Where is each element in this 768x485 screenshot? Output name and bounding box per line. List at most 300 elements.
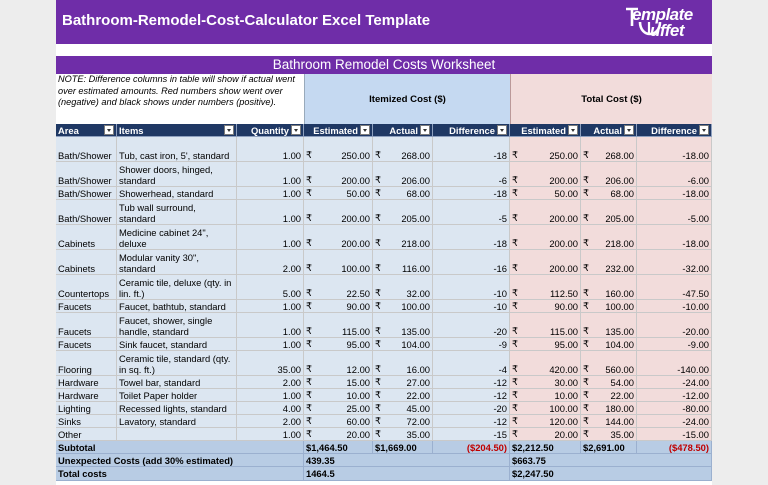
cell-total-difference[interactable]: [637, 415, 712, 428]
cell-total-difference-value: -6.00: [687, 175, 709, 186]
cell-total-difference-value: -18.00: [682, 238, 709, 249]
cell-actual[interactable]: [373, 376, 433, 389]
cell-total-actual[interactable]: [581, 313, 637, 338]
cell-area-text: Cabinets: [58, 263, 96, 274]
cell-actual[interactable]: [373, 428, 433, 441]
cell-actual-value: 205.00: [401, 213, 430, 224]
currency-symbol: ₹: [512, 415, 518, 426]
cell-quantity[interactable]: [237, 162, 304, 187]
total-costs-itemized[interactable]: 1464.5: [304, 467, 510, 481]
cell-total-difference[interactable]: [637, 162, 712, 187]
cell-quantity[interactable]: [237, 187, 304, 200]
cell-total-difference-value: -32.00: [682, 263, 709, 274]
cell-quantity-value: 1.00: [282, 238, 301, 249]
cell-difference-value: -12: [493, 416, 507, 427]
cell-item[interactable]: [117, 250, 237, 275]
cell-quantity[interactable]: [237, 338, 304, 351]
currency-symbol: ₹: [512, 402, 518, 413]
currency-symbol: ₹: [512, 363, 518, 374]
cell-total-actual[interactable]: [581, 389, 637, 402]
cell-total-estimated[interactable]: [510, 351, 581, 376]
cell-total-estimated[interactable]: [510, 300, 581, 313]
cell-total-difference[interactable]: [637, 275, 712, 300]
cell-difference-value: -18: [493, 150, 507, 161]
cell-difference-value: -5: [498, 213, 507, 224]
cell-total-difference-value: -24.00: [682, 377, 709, 388]
cell-total-actual-value: 206.00: [605, 175, 634, 186]
cell-estimated-value: 60.00: [346, 416, 370, 427]
table-row: [56, 389, 712, 402]
cell-estimated[interactable]: [304, 162, 373, 187]
cell-total-actual-value: 268.00: [605, 150, 634, 161]
subtotal-total-difference[interactable]: ($478.50): [637, 441, 712, 454]
group-total-label: Total Cost ($): [581, 93, 642, 105]
cell-actual[interactable]: [373, 300, 433, 313]
cell-actual[interactable]: [373, 402, 433, 415]
table-row: [56, 137, 712, 162]
note-text: NOTE: Difference columns in table will show if actual went over estimated amounts. Red numbers show went over (negative) and black shows under numbers (positive).: [58, 74, 295, 107]
currency-symbol: ₹: [512, 300, 518, 311]
cell-estimated[interactable]: [304, 250, 373, 275]
cell-difference-value: -18: [493, 188, 507, 199]
currency-symbol: ₹: [375, 376, 381, 387]
currency-symbol: ₹: [583, 363, 589, 374]
cell-area[interactable]: [56, 137, 117, 162]
cell-actual-value: 116.00: [402, 263, 430, 274]
cell-difference-value: -12: [493, 390, 507, 401]
cell-quantity[interactable]: [237, 313, 304, 338]
cell-quantity-value: 2.00: [282, 377, 301, 388]
cell-total-estimated[interactable]: [510, 402, 581, 415]
currency-symbol: ₹: [306, 402, 312, 413]
cell-total-actual[interactable]: [581, 137, 637, 162]
cell-total-estimated-value: 50.00: [554, 188, 578, 199]
cell-estimated-value: 15.00: [346, 377, 370, 388]
currency-symbol: ₹: [375, 415, 381, 426]
cell-total-estimated-value: 20.00: [554, 429, 578, 440]
cell-difference[interactable]: [433, 428, 510, 441]
cell-quantity-value: 1.00: [282, 175, 301, 186]
cell-actual[interactable]: [373, 137, 433, 162]
cell-area-text: Lighting: [58, 403, 91, 414]
currency-symbol: ₹: [512, 149, 518, 160]
cell-area[interactable]: [56, 313, 117, 338]
currency-symbol: ₹: [306, 237, 312, 248]
cell-area-text: Faucets: [58, 326, 92, 337]
currency-symbol: ₹: [306, 428, 312, 439]
cell-estimated-value: 90.00: [346, 301, 370, 312]
subtotal-total-actual[interactable]: $2,691.00: [581, 441, 637, 454]
cell-actual-value: 218.00: [401, 238, 430, 249]
cell-area[interactable]: [56, 187, 117, 200]
cell-total-estimated-value: 120.00: [549, 416, 578, 427]
total-costs-total[interactable]: $2,247.50: [510, 467, 712, 481]
cell-item[interactable]: [117, 275, 237, 300]
cell-estimated[interactable]: [304, 351, 373, 376]
cell-difference[interactable]: [433, 275, 510, 300]
cell-estimated[interactable]: [304, 225, 373, 250]
cell-area-text: Cabinets: [58, 238, 96, 249]
cell-total-actual-value: 218.00: [605, 238, 634, 249]
cell-difference[interactable]: [433, 338, 510, 351]
cell-area-text: Faucets: [58, 339, 92, 350]
filter-dropdown-icon[interactable]: [291, 125, 301, 135]
cell-actual[interactable]: [373, 275, 433, 300]
table-row: [56, 351, 712, 376]
currency-symbol: ₹: [512, 389, 518, 400]
cell-item[interactable]: [117, 225, 237, 250]
cell-item[interactable]: [117, 200, 237, 225]
column-header-difference: [433, 124, 510, 137]
cell-total-estimated-value: 10.00: [554, 390, 578, 401]
currency-symbol: ₹: [583, 187, 589, 198]
cell-area-text: Hardware: [58, 390, 99, 401]
cell-quantity[interactable]: [237, 275, 304, 300]
cell-quantity[interactable]: [237, 137, 304, 162]
cell-item[interactable]: [117, 300, 237, 313]
cell-actual[interactable]: [373, 389, 433, 402]
cell-difference[interactable]: [433, 389, 510, 402]
cell-difference[interactable]: [433, 402, 510, 415]
cell-actual-value: 72.00: [406, 416, 430, 427]
cell-difference-value: -18: [493, 238, 507, 249]
column-header-total-difference-label: Difference: [651, 124, 697, 136]
cell-total-difference[interactable]: [637, 376, 712, 389]
cell-quantity[interactable]: [237, 415, 304, 428]
cell-item-text: Ceramic tile, deluxe (qty. in lin. ft.): [119, 277, 232, 299]
title-bar: [56, 0, 712, 44]
worksheet-frame: [56, 0, 712, 485]
cell-actual-value: 45.00: [406, 403, 430, 414]
filter-dropdown-icon[interactable]: [497, 125, 507, 135]
cell-difference[interactable]: [433, 162, 510, 187]
cell-total-estimated[interactable]: [510, 275, 581, 300]
cell-item-text: Recessed lights, standard: [119, 403, 227, 414]
cell-total-estimated[interactable]: [510, 313, 581, 338]
cell-item[interactable]: [117, 402, 237, 415]
cell-total-estimated[interactable]: [510, 338, 581, 351]
currency-symbol: ₹: [375, 287, 381, 298]
currency-symbol: ₹: [306, 174, 312, 185]
subtotal-actual[interactable]: $1,669.00: [373, 441, 433, 454]
currency-symbol: ₹: [375, 402, 381, 413]
cell-quantity[interactable]: [237, 200, 304, 225]
cell-area[interactable]: [56, 338, 117, 351]
cost-table: [56, 124, 712, 481]
cell-total-actual-value: 205.00: [605, 213, 634, 224]
cell-area-text: Sinks: [58, 416, 81, 427]
cell-total-estimated[interactable]: [510, 225, 581, 250]
cell-estimated[interactable]: [304, 402, 373, 415]
cell-item[interactable]: [117, 313, 237, 338]
currency-symbol: ₹: [583, 376, 589, 387]
cell-estimated-value: 250.00: [341, 150, 370, 161]
cell-total-difference[interactable]: [637, 250, 712, 275]
table-row: [56, 162, 712, 187]
currency-symbol: ₹: [583, 402, 589, 413]
cell-total-difference[interactable]: [637, 137, 712, 162]
cell-area[interactable]: [56, 200, 117, 225]
cell-total-difference[interactable]: [637, 187, 712, 200]
cell-quantity-value: 5.00: [282, 288, 301, 299]
cell-total-difference-value: -9.00: [687, 339, 709, 350]
cell-area[interactable]: [56, 415, 117, 428]
cell-total-actual-value: 68.00: [610, 188, 634, 199]
filter-dropdown-icon[interactable]: [420, 125, 430, 135]
column-header-estimated-label: Estimated: [313, 124, 358, 136]
currency-symbol: ₹: [375, 187, 381, 198]
currency-symbol: ₹: [375, 325, 381, 336]
cell-area[interactable]: [56, 250, 117, 275]
cell-total-estimated-value: 200.00: [549, 238, 578, 249]
cell-total-actual-value: 100.00: [605, 301, 634, 312]
cell-quantity[interactable]: [237, 402, 304, 415]
cell-total-difference[interactable]: [637, 225, 712, 250]
group-header-total: [510, 74, 712, 124]
cell-estimated[interactable]: [304, 275, 373, 300]
cell-area-text: Other: [58, 429, 82, 440]
cell-item-text: Sink faucet, standard: [119, 339, 208, 350]
currency-symbol: ₹: [375, 237, 381, 248]
currency-symbol: ₹: [375, 149, 381, 160]
filter-dropdown-icon[interactable]: [568, 125, 578, 135]
currency-symbol: ₹: [583, 174, 589, 185]
currency-symbol: ₹: [375, 428, 381, 439]
worksheet-title: Bathroom Remodel Costs Worksheet: [56, 56, 712, 74]
cell-total-actual[interactable]: [581, 275, 637, 300]
cell-area[interactable]: [56, 300, 117, 313]
cell-quantity[interactable]: [237, 389, 304, 402]
cell-total-estimated[interactable]: [510, 389, 581, 402]
column-header-difference-label: Difference: [449, 124, 495, 136]
cell-area[interactable]: [56, 389, 117, 402]
currency-symbol: ₹: [306, 376, 312, 387]
cell-item[interactable]: [117, 338, 237, 351]
cell-estimated-value: 200.00: [341, 175, 370, 186]
cell-total-estimated[interactable]: [510, 187, 581, 200]
cell-total-actual[interactable]: [581, 225, 637, 250]
cell-difference[interactable]: [433, 351, 510, 376]
table-row: [56, 250, 712, 275]
cell-actual[interactable]: [373, 200, 433, 225]
cell-difference-value: -9: [498, 339, 507, 350]
cell-item[interactable]: [117, 137, 237, 162]
cell-actual[interactable]: [373, 225, 433, 250]
cell-actual[interactable]: [373, 250, 433, 275]
cell-actual[interactable]: [373, 415, 433, 428]
cell-item[interactable]: [117, 187, 237, 200]
brand-logo: [622, 4, 708, 40]
table-row: [56, 225, 712, 250]
cell-total-estimated[interactable]: [510, 376, 581, 389]
subtotal-difference[interactable]: ($204.50): [433, 441, 510, 454]
cell-difference[interactable]: [433, 187, 510, 200]
cell-difference-value: -20: [493, 326, 507, 337]
currency-symbol: ₹: [512, 428, 518, 439]
cell-difference[interactable]: [433, 137, 510, 162]
cell-quantity[interactable]: [237, 250, 304, 275]
currency-symbol: ₹: [583, 237, 589, 248]
cell-total-actual[interactable]: [581, 200, 637, 225]
currency-symbol: ₹: [306, 363, 312, 374]
cell-total-difference[interactable]: [637, 428, 712, 441]
cell-estimated-value: 25.00: [346, 403, 370, 414]
cell-total-difference-value: -15.00: [682, 429, 709, 440]
cell-area[interactable]: [56, 351, 117, 376]
cell-difference[interactable]: [433, 200, 510, 225]
cell-actual[interactable]: [373, 162, 433, 187]
cell-item[interactable]: [117, 162, 237, 187]
total-costs-row: [56, 467, 712, 481]
cell-item[interactable]: [117, 389, 237, 402]
cell-estimated[interactable]: [304, 300, 373, 313]
cell-actual[interactable]: [373, 313, 433, 338]
cell-area[interactable]: [56, 162, 117, 187]
cell-total-estimated-value: 100.00: [549, 403, 578, 414]
filter-dropdown-icon[interactable]: [624, 125, 634, 135]
currency-symbol: ₹: [583, 287, 589, 298]
cell-total-difference-value: -12.00: [682, 390, 709, 401]
cell-total-difference[interactable]: [637, 402, 712, 415]
unexpected-costs-itemized[interactable]: 439.35: [304, 454, 510, 467]
cell-difference[interactable]: [433, 225, 510, 250]
cell-estimated-value: 20.00: [346, 429, 370, 440]
cell-estimated[interactable]: [304, 200, 373, 225]
table-row: [56, 415, 712, 428]
subtotal-estimated[interactable]: $1,464.50: [304, 441, 373, 454]
cell-estimated[interactable]: [304, 313, 373, 338]
filter-dropdown-icon[interactable]: [360, 125, 370, 135]
cell-total-difference-value: -18.00: [682, 188, 709, 199]
cell-estimated-value: 115.00: [342, 326, 370, 337]
cell-total-estimated-value: 420.00: [549, 364, 578, 375]
cell-total-estimated[interactable]: [510, 162, 581, 187]
cell-area[interactable]: [56, 376, 117, 389]
cell-estimated[interactable]: [304, 137, 373, 162]
cell-estimated[interactable]: [304, 389, 373, 402]
cell-quantity[interactable]: [237, 428, 304, 441]
column-header-quantity: [237, 124, 304, 137]
cell-estimated[interactable]: [304, 428, 373, 441]
cell-area[interactable]: [56, 275, 117, 300]
cell-total-actual[interactable]: [581, 428, 637, 441]
cell-total-estimated[interactable]: [510, 200, 581, 225]
currency-symbol: ₹: [512, 376, 518, 387]
cell-quantity[interactable]: [237, 351, 304, 376]
unexpected-costs-total[interactable]: $663.75: [510, 454, 712, 467]
cell-quantity[interactable]: [237, 376, 304, 389]
cell-actual-value: 206.00: [401, 175, 430, 186]
cell-total-difference[interactable]: [637, 389, 712, 402]
cell-total-actual[interactable]: [581, 250, 637, 275]
cell-actual[interactable]: [373, 351, 433, 376]
cell-total-difference-value: -80.00: [682, 403, 709, 414]
cell-item-text: Showerhead, standard: [119, 188, 214, 199]
cell-actual-value: 22.00: [406, 390, 430, 401]
cell-difference[interactable]: [433, 313, 510, 338]
cell-actual[interactable]: [373, 187, 433, 200]
cell-total-estimated[interactable]: [510, 428, 581, 441]
cell-difference-value: -16: [493, 263, 507, 274]
subtotal-total-estimated[interactable]: $2,212.50: [510, 441, 581, 454]
cell-area[interactable]: [56, 402, 117, 415]
group-itemized-label: Itemized Cost ($): [369, 93, 446, 105]
cell-estimated-value: 95.00: [346, 339, 370, 350]
cell-estimated[interactable]: [304, 376, 373, 389]
filter-dropdown-icon[interactable]: [224, 125, 234, 135]
cell-total-actual[interactable]: [581, 162, 637, 187]
cell-total-actual-value: 180.00: [605, 403, 634, 414]
cell-total-actual[interactable]: [581, 351, 637, 376]
cell-difference[interactable]: [433, 376, 510, 389]
cell-difference[interactable]: [433, 250, 510, 275]
filter-dropdown-icon[interactable]: [699, 125, 709, 135]
cell-area[interactable]: [56, 225, 117, 250]
cell-total-difference[interactable]: [637, 200, 712, 225]
cell-total-difference[interactable]: [637, 338, 712, 351]
column-header-actual-label: Actual: [389, 124, 418, 136]
brand-line-1: emplate: [632, 5, 693, 24]
table-row: [56, 275, 712, 300]
cell-total-estimated[interactable]: [510, 250, 581, 275]
cell-total-difference-value: -5.00: [687, 213, 709, 224]
cell-item[interactable]: [117, 376, 237, 389]
currency-symbol: ₹: [375, 338, 381, 349]
cell-estimated[interactable]: [304, 338, 373, 351]
currency-symbol: ₹: [306, 415, 312, 426]
cell-item[interactable]: [117, 428, 237, 441]
cell-area-text: Bath/Shower: [58, 188, 112, 199]
cell-actual[interactable]: [373, 338, 433, 351]
currency-symbol: ₹: [512, 212, 518, 223]
cell-estimated-value: 50.00: [346, 188, 370, 199]
table-row: [56, 338, 712, 351]
currency-symbol: ₹: [583, 300, 589, 311]
currency-symbol: ₹: [306, 325, 312, 336]
cell-difference[interactable]: [433, 415, 510, 428]
cell-total-difference[interactable]: [637, 313, 712, 338]
cell-total-estimated[interactable]: [510, 137, 581, 162]
cell-item[interactable]: [117, 415, 237, 428]
cell-total-difference-value: -140.00: [677, 364, 709, 375]
cell-total-estimated-value: 200.00: [549, 213, 578, 224]
cell-estimated[interactable]: [304, 415, 373, 428]
cell-total-estimated-value: 112.50: [550, 288, 578, 299]
cell-total-difference[interactable]: [637, 300, 712, 313]
cell-total-actual[interactable]: [581, 338, 637, 351]
cell-total-difference[interactable]: [637, 351, 712, 376]
cell-estimated[interactable]: [304, 187, 373, 200]
cell-total-actual[interactable]: [581, 187, 637, 200]
cell-quantity[interactable]: [237, 225, 304, 250]
cell-total-actual[interactable]: [581, 376, 637, 389]
cell-total-actual[interactable]: [581, 300, 637, 313]
cell-area-text: Bath/Shower: [58, 150, 112, 161]
cell-quantity[interactable]: [237, 300, 304, 313]
cell-total-actual[interactable]: [581, 415, 637, 428]
cell-quantity-value: 4.00: [282, 403, 301, 414]
column-header-area: [56, 124, 117, 137]
cell-difference-value: -12: [493, 377, 507, 388]
cell-difference[interactable]: [433, 300, 510, 313]
cell-actual-value: 268.00: [401, 150, 430, 161]
cell-total-actual[interactable]: [581, 402, 637, 415]
filter-dropdown-icon[interactable]: [104, 125, 114, 135]
cell-item-text: Tub, cast iron, 5', standard: [119, 150, 230, 161]
cell-total-estimated[interactable]: [510, 415, 581, 428]
cell-item[interactable]: [117, 351, 237, 376]
cell-area[interactable]: [56, 428, 117, 441]
